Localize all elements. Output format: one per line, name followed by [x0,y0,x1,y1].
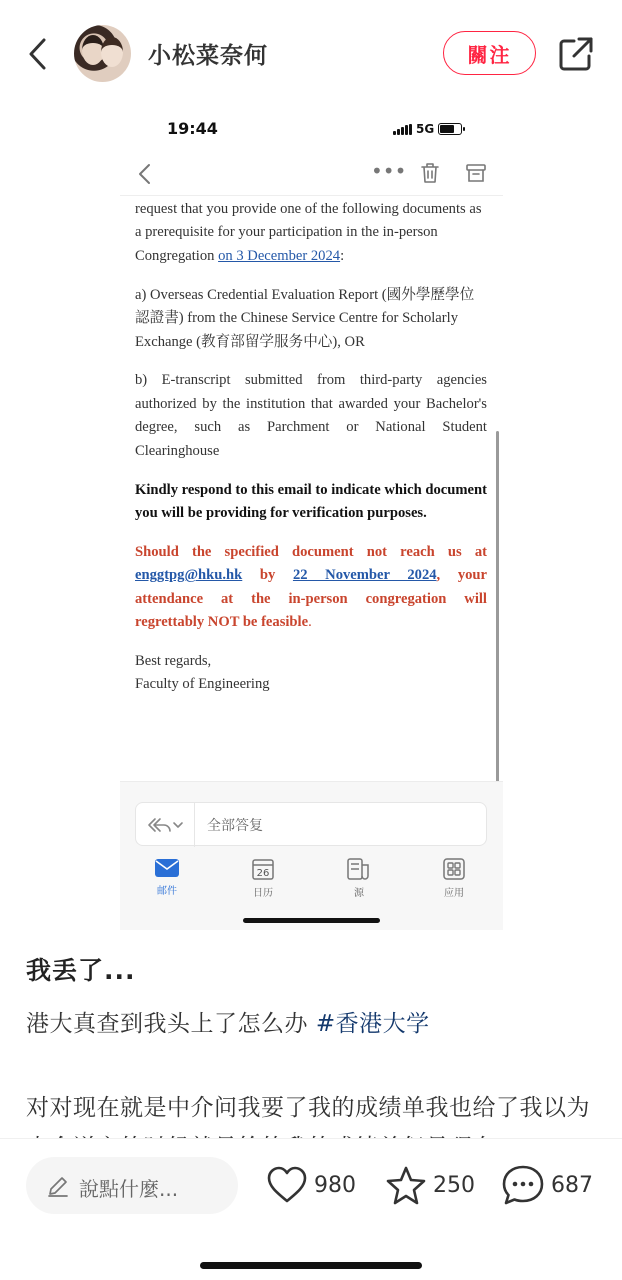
like-button[interactable] [266,1163,356,1207]
feed-icon [346,857,372,881]
email-request: Kindly respond to this email to indicate which document you will be providing for verification purposes. [135,481,487,521]
reply-all-label: 全部答复 [207,818,263,834]
email-body [135,198,487,697]
back-icon[interactable] [24,34,54,74]
avatar[interactable] [74,25,131,82]
svg-text:26: 26 [256,868,270,879]
post-image[interactable] [120,106,503,930]
battery-icon [438,123,462,135]
like-count: 980 [314,1172,356,1198]
post-title: 我丢了... [26,956,136,985]
hashtag-link[interactable]: #香港大学 [315,1011,430,1037]
apps-icon [442,857,466,881]
home-indicator [200,1262,422,1269]
email-link[interactable]: enggtpg@hku.hk [135,567,243,584]
post-header [0,0,622,106]
reply-all-box[interactable] [135,802,487,846]
email-signature: Faculty of Engineering [135,676,270,693]
status-time: 19:44 [167,119,218,138]
pencil-icon [46,1174,70,1198]
calendar-icon [251,857,275,881]
signal-icon [393,124,412,135]
bottom-action-bar [0,1138,622,1280]
post-body: 对对现在就是中介问我要了我的成绩单我也给了我以为 [26,1095,590,1121]
share-icon[interactable] [558,36,594,72]
tab-feed[interactable]: 源 [329,857,389,899]
email-warning: Should the specified document not reach us at enggtpg@hku.hk by 22 November 2024, your attendance at the in-person congregation will regrettably NOT be feasible. [135,543,488,631]
star-icon [385,1165,427,1205]
date-link[interactable]: on 3 December 2024 [218,247,341,264]
trash-icon[interactable] [419,161,441,185]
status-icons [393,122,462,136]
author-name[interactable]: 小松菜奈何 [148,43,268,69]
comment-button[interactable] [501,1163,593,1207]
mail-icon [154,857,180,879]
comment-input[interactable] [26,1157,238,1214]
favorite-button[interactable] [385,1163,475,1207]
back-icon[interactable] [136,162,154,186]
comment-count: 687 [551,1172,593,1198]
tab-apps[interactable]: 应用 [424,857,484,899]
post-text: 港大真查到我头上了怎么办 #香港大学 [26,1011,430,1037]
heart-icon [266,1166,308,1204]
deadline-link[interactable]: 22 November 2024 [292,567,437,584]
archive-icon[interactable] [465,161,487,185]
comment-bubble-icon [501,1164,545,1206]
mail-tab-bar [120,851,503,930]
favorite-count: 250 [433,1172,475,1198]
home-indicator [243,918,380,923]
divider [194,803,195,847]
scrollbar[interactable] [496,431,499,786]
follow-button[interactable]: 關注 [443,31,536,75]
network-label: 5G [416,122,435,136]
reply-area [120,781,503,851]
tab-calendar[interactable]: 26 日历 [233,857,293,899]
email-signoff: Best regards, [135,653,212,669]
email-option-b: b) E-transcript submitted from third-party agencies authorized by the institution that awarded your Bachelor's degree, such as Parchment or National Student Clearinghouse [135,372,487,459]
email-paragraph: request that you provide one of the following documents as a prerequisite for your participation in the in-person Congregation on 3 December 2024: [135,201,482,264]
tab-mail[interactable]: 邮件 [137,857,197,897]
more-icon[interactable]: ••• [371,159,407,183]
reply-all-icon[interactable] [146,814,186,836]
email-option-a: a) Overseas Credential Evaluation Report (國外學歷學位認證書) from the Chinese Service Centre for Scholarly Exchange (教育部留学服务中心), OR [135,286,475,350]
mail-toolbar [120,156,503,196]
comment-placeholder: 說點什麼... [79,1177,179,1201]
